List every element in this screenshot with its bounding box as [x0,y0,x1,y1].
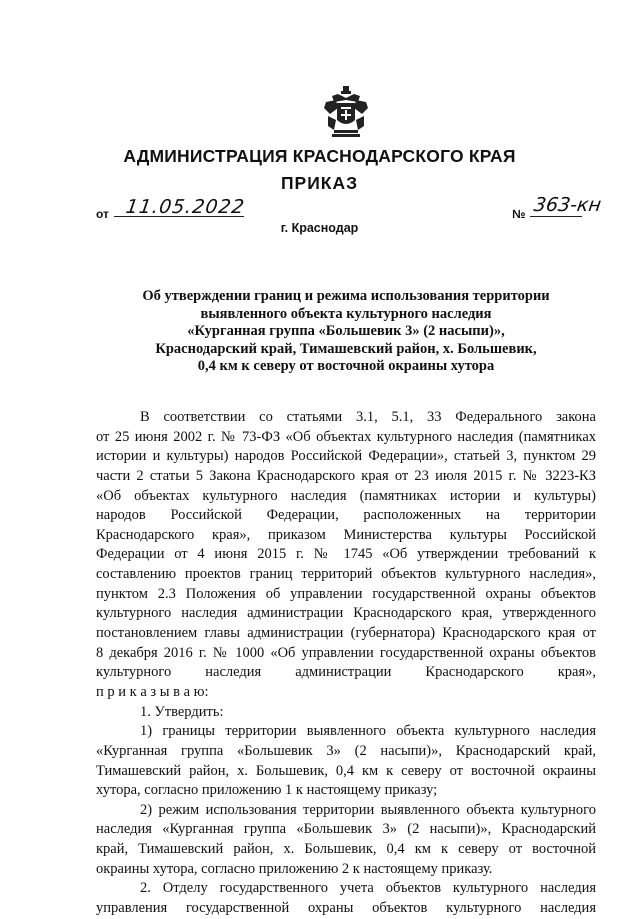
body-line: Тимашевский район, х. Большевик, 0,4 км к северу от восточной окраины [96,762,596,779]
body-line: наследия «Курганная группа «Большевик 3» (2 насыпи)», Краснодарский [96,821,596,838]
body-line: части 2 статьи 5 Закона Краснодарского края от 23 июля 2015 г. № 3223-КЗ [96,467,596,484]
body-line: пунктом 2.3 Положения об управлении государственной охраны объектов [96,585,596,602]
body-line: хутора, согласно приложению 1 к настоящему приказу; [96,782,438,799]
order-subject [96,288,596,376]
body-line: Краснодарского края», приказом Министерства культуры Российской [96,526,596,543]
body-line: истории и культуры) народов Российской Федерации», статьей 3, пунктом 29 [96,448,596,465]
coat-of-arms-icon [324,86,368,138]
handwritten-number: 363-кн [532,194,603,216]
body-line-prikazyvayu: п р и к а з ы в а ю: [96,683,209,700]
body-line: 1) границы территории выявленного объекта культурного наследия [140,723,596,740]
body-line: народов Российской Федерации, расположенных на территории [96,507,596,524]
body-line: культурного наследия администрации Краснодарского края, утвержденного [96,605,596,622]
number-label: № [512,207,526,221]
body-line: «Об объектах культурного наследия (памятниках истории и культуры) [96,487,596,504]
body-line: от 25 июня 2002 г. № 73-ФЗ «Об объектах культурного наследия (памятниках [96,428,596,445]
body-line: 2) режим использования территории выявленного объекта культурного [140,801,596,818]
body-line: 2. Отделу государственного учета объектов культурного наследия [140,880,596,897]
subject-line: 0,4 км к северу от восточной окраины хутора [197,358,495,375]
subject-line: Краснодарский край, Тимашевский район, х. Большевик, [155,340,537,357]
body-line: составлению проектов границ территорий объектов культурного наследия», [96,566,596,583]
order-body [96,408,596,919]
number-underline [530,216,582,217]
body-line: край, Тимашевский район, х. Большевик, 0,4 км к северу от восточной [96,841,596,858]
body-line: управления государственной охраны объектов культурного наследия [96,900,596,917]
body-line: постановлением главы администрации (губернатора) Краснодарского края от [96,625,596,642]
order-title: ПРИКАЗ [280,173,359,193]
subject-line: выявленного объекта культурного наследия [200,305,492,322]
body-line: Федерации от 4 июня 2015 г. № 1745 «Об утверждении требований к [96,546,596,563]
body-line: 1. Утвердить: [140,703,224,720]
body-line: 8 декабря 2016 г. № 1000 «Об управлении государственной охраны объектов [96,644,596,661]
subject-line: Об утверждении границ и режима использования территории [142,288,550,304]
body-line: окраины хутора, согласно приложению 2 к настоящему приказу. [96,860,493,877]
subject-line: «Курганная группа «Большевик 3» (2 насыпи)», [187,323,505,340]
body-line: В соответствии со статьями 3.1, 5.1, 33 Федерального закона [140,409,596,425]
handwritten-date: 11.05.2022 [124,196,247,218]
body-line: культурного наследия администрации Краснодарского края», [96,664,596,681]
date-label: от [96,207,109,221]
city-name: г. Краснодар [280,221,359,235]
body-line: «Курганная группа «Большевик 3» (2 насыпи)», Краснодарский край, [96,742,596,759]
administration-title: АДМИНИСТРАЦИЯ КРАСНОДАРСКОГО КРАЯ [123,146,516,166]
